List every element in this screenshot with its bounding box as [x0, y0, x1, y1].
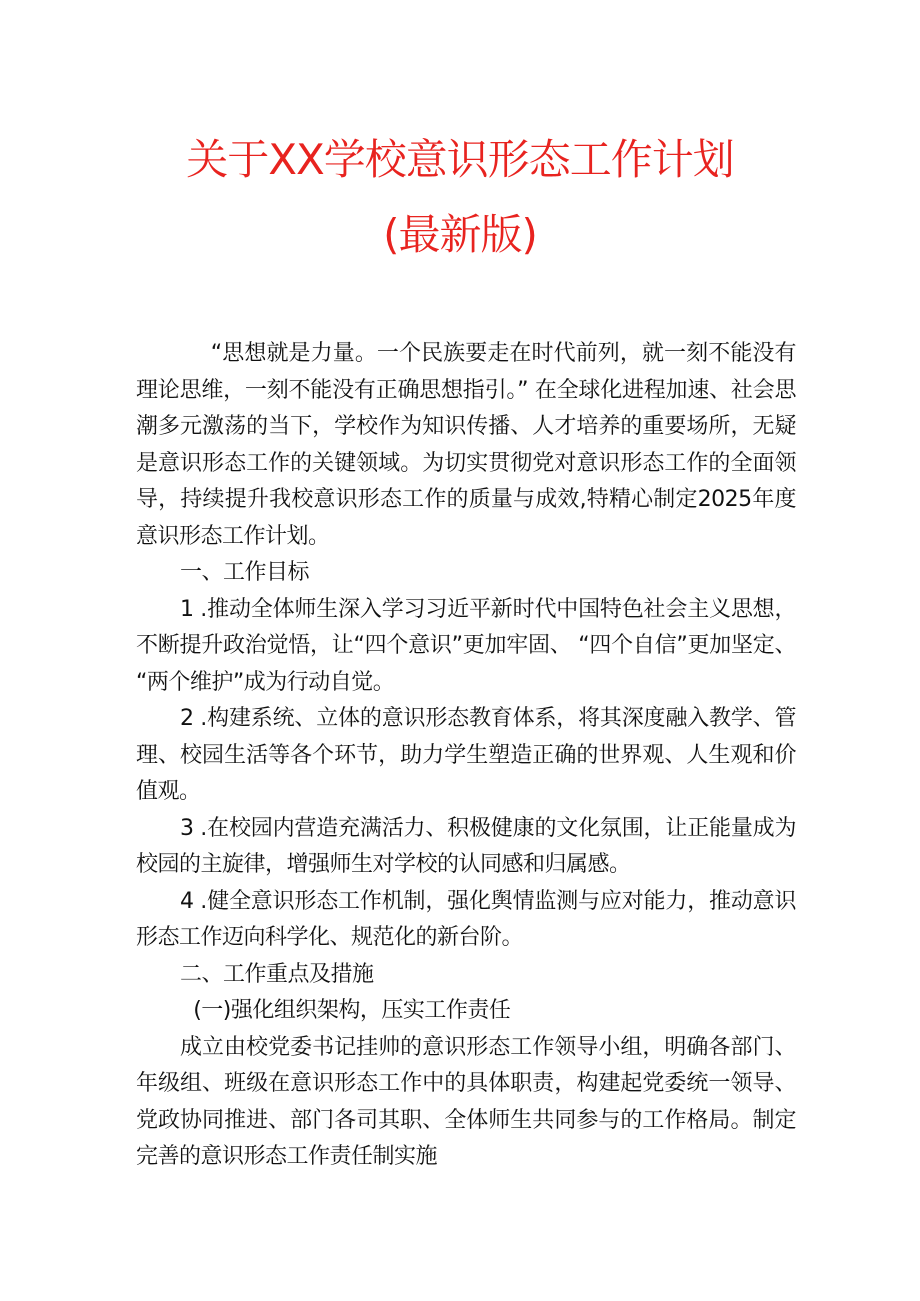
goal-item-1: 1 .推动全体师生深入学习习近平新时代中国特色社会主义思想，不断提升政治觉悟，让“四个意识”更加牢固、 “四个自信”更加坚定、 “两个维护”成为行动自觉。 — [136, 596, 796, 695]
document-subtitle: (最新版) — [383, 210, 537, 259]
section-heading-measures: 二、工作重点及措施 — [180, 961, 374, 987]
goal-item-2: 2 .构建系统、立体的意识形态教育体系，将其深度融入教学、管理、校园生活等各个环节，助力学生塑造正确的世界观、人生观和价值观。 — [136, 706, 796, 804]
document-body — [136, 336, 796, 1176]
document-title: 关于XX学校意识形态工作计划 — [186, 135, 734, 184]
section-heading-goals: 一、工作目标 — [180, 560, 310, 585]
goal-item-4: 4 .健全意识形态工作机制，强化舆情监测与应对能力，推动意识形态工作迈向科学化、规范化的新台阶。 — [136, 888, 796, 950]
subsection-heading-organization: (一)强化组织架构，压实工作责任 — [193, 998, 511, 1023]
intro-paragraph: “思想就是力量。一个民族要走在时代前列，就一刻不能没有理论思维，一刻不能没有正确思想指引。” 在全球化进程加速、社会思潮多元激荡的当下，学校作为知识传播、人才培养的重要场所，无疑是意识形态工作的关键领域。为切实贯彻党对意识形态工作的全面领导，持续提升我校意识形态工作的质量与成效,特精心制定2025年度意识形态工作计划。 — [136, 341, 796, 549]
organization-paragraph: 成立由校党委书记挂帅的意识形态工作领导小组，明确各部门、年级组、班级在意识形态工作中的具体职责，构建起党委统一领导、党政协同推进、部门各司其职、全体师生共同参与的工作格局。制定完善的意识形态工作责任制实施 — [136, 1034, 796, 1169]
goal-item-3: 3 .在校园内营造充满活力、积极健康的文化氛围，让正能量成为校园的主旋律，增强师生对学校的认同感和归属感。 — [136, 815, 796, 877]
